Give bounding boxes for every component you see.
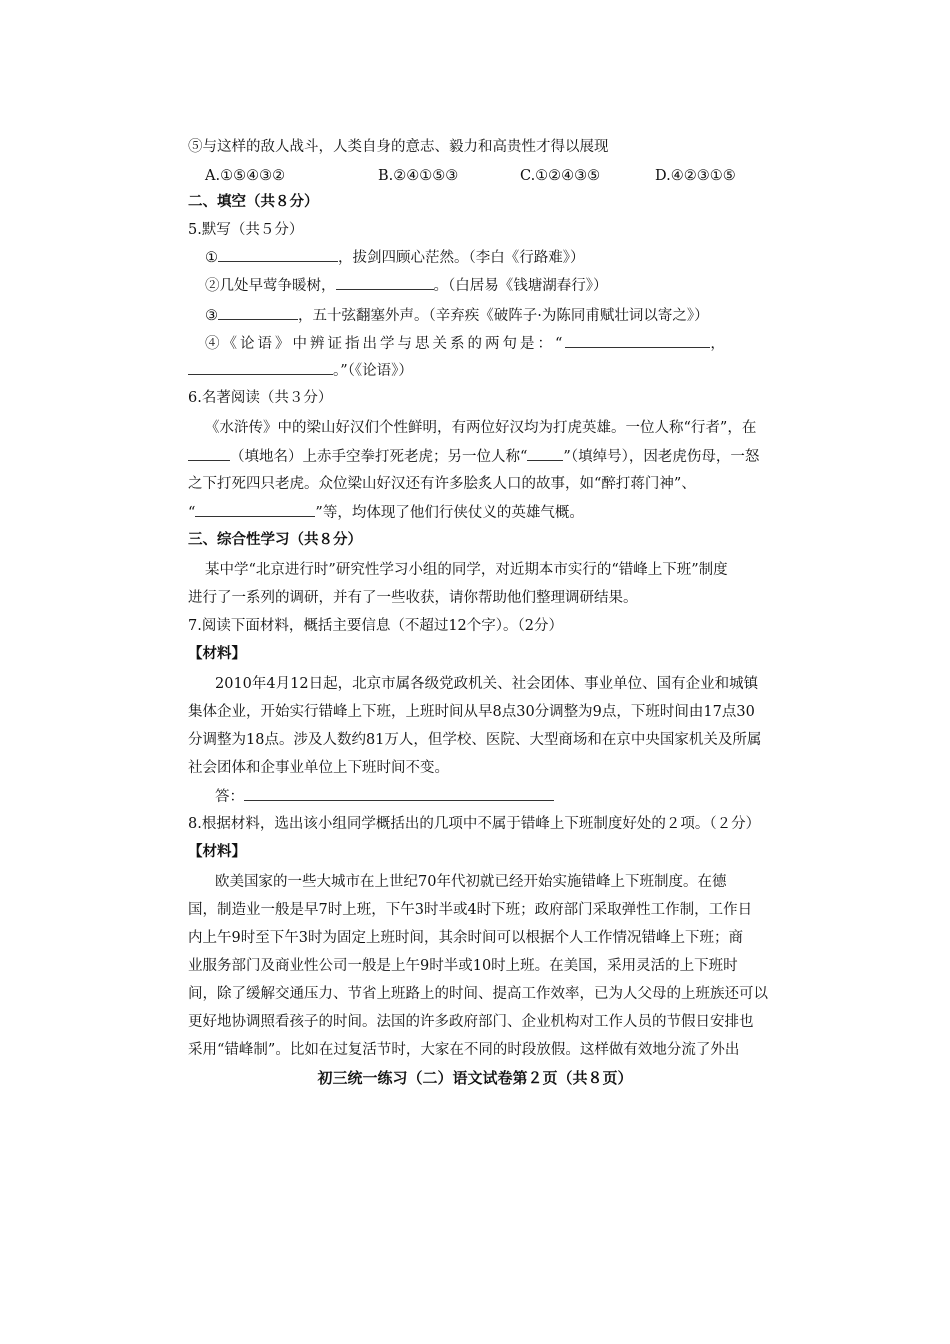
q7-answer-label: 答： xyxy=(215,789,244,805)
q5-item1-suffix: ，拔剑四顾心茫然。（李白《行路难》） xyxy=(338,250,585,266)
q5-item4-blank1[interactable] xyxy=(565,333,710,348)
q8-material-line5: 间，除了缓解交通压力、节省上班路上的时间、提高工作效率，已为人父母的上班族还可以 xyxy=(188,986,768,1002)
q5-item1 xyxy=(205,247,805,268)
page-footer: 初三统一练习（二）语文试卷第２页（共８页） xyxy=(317,1069,633,1087)
q7-title: 7.阅读下面材料，概括主要信息（不超过12个字）。（2分） xyxy=(188,618,564,634)
q7-material-label: 【材料】 xyxy=(188,645,246,662)
q5-item2-suffix: 。（白居易《钱塘湖春行》） xyxy=(433,278,608,294)
q4-option-a: A.①⑤④③② xyxy=(205,168,286,184)
section3-intro-line2: 进行了一系列的调研，并有了一些收获，请你帮助他们整理调研结果。 xyxy=(188,590,638,606)
q5-item3-blank[interactable] xyxy=(218,305,298,320)
q5-item2-blank[interactable] xyxy=(336,275,434,290)
section3-heading: 三、综合性学习（共８分） xyxy=(188,531,362,548)
q6-line1: 《水浒传》中的梁山好汉们个性鲜明，有两位好汉均为打虎英雄。一位人称“行者”，在 xyxy=(205,420,757,436)
q6-line2 xyxy=(188,446,788,467)
q6-line2-mid: （填地名）上赤手空拳打死老虎；另一位人称“ xyxy=(230,449,528,465)
q5-item3 xyxy=(205,305,805,326)
section3-intro-line1: 某中学“北京进行时”研究性学习小组的同学，对近期本市实行的“错峰上下班”制度 xyxy=(205,562,728,578)
q4-option-c: C.①②④③⑤ xyxy=(520,168,601,184)
q6-title: 6.名著阅读（共３分） xyxy=(188,390,333,406)
q8-material-line1: 欧美国家的一些大城市在上世纪70年代初就已经开始实施错峰上下班制度。在德 xyxy=(215,874,727,890)
q5-title: 5.默写（共５分） xyxy=(188,222,304,238)
q4-option-b: B.②④①⑤③ xyxy=(378,168,459,184)
q4-item5: ⑤与这样的敌人战斗，人类自身的意志、毅力和高贵性才得以展现 xyxy=(188,139,609,155)
q5-item4-prefix: ④《论语》中辨证指出学与思关系的两句是：“ xyxy=(205,336,566,352)
q6-blank-place[interactable] xyxy=(188,446,230,461)
q7-answer-blank[interactable] xyxy=(244,786,554,801)
q6-line4 xyxy=(188,502,788,523)
q5-item2-prefix: ②几处早莺争暖树， xyxy=(205,278,336,294)
q8-material-line3: 内上午9时至下午3时为固定上班时间，其余时间可以根据个人工作情况错峰上下班；商 xyxy=(188,930,743,946)
q7-material-line2: 集体企业，开始实行错峰上下班，上班时间从早8点30分调整为9点，下班时间由17点30 xyxy=(188,704,755,720)
q7-material-line4: 社会团体和企事业单位上下班时间不变。 xyxy=(188,760,449,776)
q5-item3-prefix: ③ xyxy=(205,308,218,324)
q7-material-line1: 2010年4月12日起，北京市属各级党政机关、社会团体、事业单位、国有企业和城镇 xyxy=(215,676,759,692)
q4-option-d: D.④②③①⑤ xyxy=(655,168,736,184)
q8-material-line6: 更好地协调照看孩子的时间。法国的许多政府部门、企业机构对工作人员的节假日安排也 xyxy=(188,1014,754,1030)
q5-item4-line1 xyxy=(205,333,805,354)
q5-item4-line2 xyxy=(188,360,788,381)
q6-line4-prefix: “ xyxy=(188,505,196,521)
q6-line3: 之下打死四只老虎。众位梁山好汉还有许多脍炙人口的故事，如“醉打蒋门神”、 xyxy=(188,476,696,492)
q5-item3-suffix: ，五十弦翻塞外声。（辛弃疾《破阵子·为陈同甫赋壮词以寄之》） xyxy=(298,308,709,324)
q8-title: 8.根据材料，选出该小组同学概括出的几项中不属于错峰上下班制度好处的２项。（２分） xyxy=(188,816,761,832)
q6-blank-nickname[interactable] xyxy=(527,446,563,461)
q8-material-line4: 业服务部门及商业性公司一般是上午9时半或10时上班。在美国，采用灵活的上下班时 xyxy=(188,958,738,974)
q6-blank-story[interactable] xyxy=(195,502,315,517)
q5-item1-prefix: ① xyxy=(205,250,218,266)
q6-line2-end: ”（填绰号），因老虎伤母，一怒 xyxy=(563,449,760,465)
q5-item2 xyxy=(205,275,805,296)
section2-heading: 二、填空（共８分） xyxy=(188,193,319,210)
q8-material-line7: 采用“错峰制”。比如在过复活节时，大家在不同的时段放假。这样做有效地分流了外出 xyxy=(188,1042,740,1058)
q8-material-line2: 国，制造业一般是早7时上班，下午3时半或4时下班；政府部门采取弹性工作制，工作日 xyxy=(188,902,753,918)
q5-item1-blank[interactable] xyxy=(218,247,338,262)
q5-item4-blank2[interactable] xyxy=(188,360,333,375)
q5-item4-comma: ， xyxy=(710,336,728,352)
q7-answer xyxy=(215,786,815,807)
q8-material-label: 【材料】 xyxy=(188,843,246,860)
q6-line4-suffix: ”等，均体现了他们行侠仗义的英雄气概。 xyxy=(315,505,584,521)
q7-material-line3: 分调整为18点。涉及人数约81万人，但学校、医院、大型商场和在京中央国家机关及所属 xyxy=(188,732,762,748)
q5-item4-suffix: 。”（《论语》） xyxy=(333,363,413,379)
